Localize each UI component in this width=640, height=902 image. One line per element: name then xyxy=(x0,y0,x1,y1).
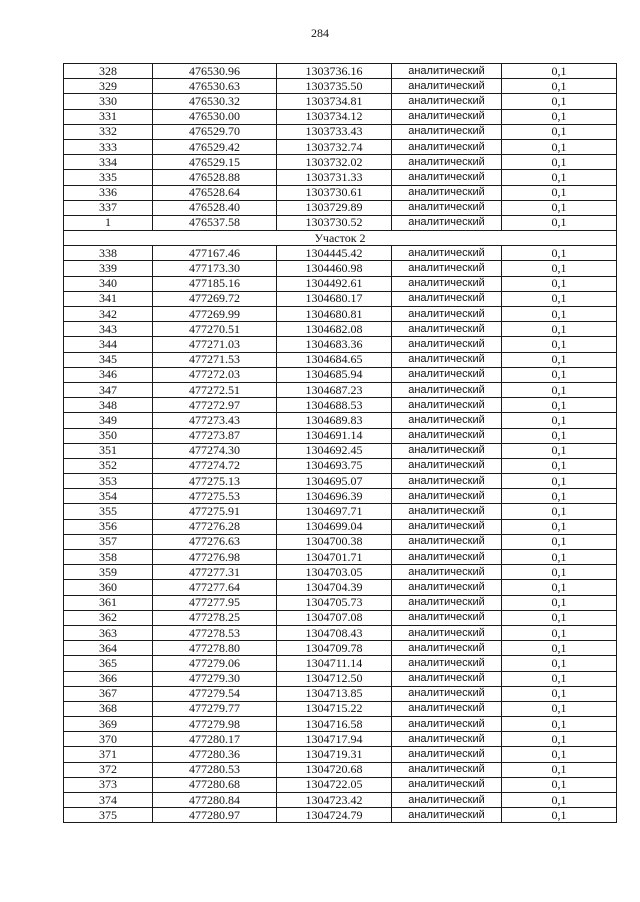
point-number-cell: 333 xyxy=(64,139,153,154)
method-cell: аналитический xyxy=(392,610,502,625)
table-row xyxy=(64,64,617,79)
accuracy-cell: 0,1 xyxy=(502,701,617,716)
accuracy-cell: 0,1 xyxy=(502,337,617,352)
x-coordinate-cell: 477272.51 xyxy=(153,382,277,397)
method-cell: аналитический xyxy=(392,793,502,808)
y-coordinate-cell: 1304683.36 xyxy=(277,337,392,352)
point-number-cell: 373 xyxy=(64,777,153,792)
y-coordinate-cell: 1304691.14 xyxy=(277,428,392,443)
accuracy-cell: 0,1 xyxy=(502,656,617,671)
method-cell: аналитический xyxy=(392,686,502,701)
x-coordinate-cell: 476528.64 xyxy=(153,185,277,200)
y-coordinate-cell: 1304693.75 xyxy=(277,458,392,473)
table-row xyxy=(64,550,617,565)
table-row xyxy=(64,215,617,230)
method-cell: аналитический xyxy=(392,124,502,139)
point-number-cell: 360 xyxy=(64,580,153,595)
y-coordinate-cell: 1304719.31 xyxy=(277,747,392,762)
x-coordinate-cell: 477280.36 xyxy=(153,747,277,762)
point-number-cell: 361 xyxy=(64,595,153,610)
accuracy-cell: 0,1 xyxy=(502,671,617,686)
table-row xyxy=(64,656,617,671)
y-coordinate-cell: 1303735.50 xyxy=(277,79,392,94)
x-coordinate-cell: 477270.51 xyxy=(153,322,277,337)
y-coordinate-cell: 1304723.42 xyxy=(277,793,392,808)
x-coordinate-cell: 476530.96 xyxy=(153,64,277,79)
coordinates-table-body xyxy=(64,64,617,823)
y-coordinate-cell: 1303731.33 xyxy=(277,170,392,185)
page-number: 284 xyxy=(311,26,329,40)
y-coordinate-cell: 1304705.73 xyxy=(277,595,392,610)
y-coordinate-cell: 1303730.52 xyxy=(277,215,392,230)
accuracy-cell: 0,1 xyxy=(502,79,617,94)
table-row xyxy=(64,489,617,504)
point-number-cell: 340 xyxy=(64,276,153,291)
method-cell: аналитический xyxy=(392,762,502,777)
y-coordinate-cell: 1304713.85 xyxy=(277,686,392,701)
accuracy-cell: 0,1 xyxy=(502,443,617,458)
y-coordinate-cell: 1304688.53 xyxy=(277,398,392,413)
point-number-cell: 342 xyxy=(64,307,153,322)
method-cell: аналитический xyxy=(392,534,502,549)
table-row xyxy=(64,124,617,139)
point-number-cell: 353 xyxy=(64,474,153,489)
y-coordinate-cell: 1304460.98 xyxy=(277,261,392,276)
y-coordinate-cell: 1304712.50 xyxy=(277,671,392,686)
y-coordinate-cell: 1303732.74 xyxy=(277,139,392,154)
point-number-cell: 348 xyxy=(64,398,153,413)
y-coordinate-cell: 1304709.78 xyxy=(277,641,392,656)
point-number-cell: 350 xyxy=(64,428,153,443)
x-coordinate-cell: 477277.95 xyxy=(153,595,277,610)
x-coordinate-cell: 477273.43 xyxy=(153,413,277,428)
y-coordinate-cell: 1304717.94 xyxy=(277,732,392,747)
x-coordinate-cell: 477278.53 xyxy=(153,625,277,640)
table-row xyxy=(64,185,617,200)
table-row xyxy=(64,139,617,154)
accuracy-cell: 0,1 xyxy=(502,139,617,154)
y-coordinate-cell: 1304699.04 xyxy=(277,519,392,534)
method-cell: аналитический xyxy=(392,625,502,640)
x-coordinate-cell: 477279.98 xyxy=(153,717,277,732)
method-cell: аналитический xyxy=(392,398,502,413)
method-cell: аналитический xyxy=(392,489,502,504)
section-header-row xyxy=(64,231,617,246)
x-coordinate-cell: 477271.03 xyxy=(153,337,277,352)
method-cell: аналитический xyxy=(392,109,502,124)
point-number-cell: 357 xyxy=(64,534,153,549)
method-cell: аналитический xyxy=(392,200,502,215)
accuracy-cell: 0,1 xyxy=(502,64,617,79)
x-coordinate-cell: 477280.53 xyxy=(153,762,277,777)
y-coordinate-cell: 1304708.43 xyxy=(277,625,392,640)
point-number-cell: 344 xyxy=(64,337,153,352)
accuracy-cell: 0,1 xyxy=(502,732,617,747)
method-cell: аналитический xyxy=(392,64,502,79)
point-number-cell: 368 xyxy=(64,701,153,716)
y-coordinate-cell: 1303732.02 xyxy=(277,155,392,170)
accuracy-cell: 0,1 xyxy=(502,550,617,565)
coordinates-table xyxy=(63,63,617,823)
y-coordinate-cell: 1304703.05 xyxy=(277,565,392,580)
accuracy-cell: 0,1 xyxy=(502,474,617,489)
point-number-cell: 354 xyxy=(64,489,153,504)
table-row xyxy=(64,443,617,458)
y-coordinate-cell: 1304722.05 xyxy=(277,777,392,792)
method-cell: аналитический xyxy=(392,367,502,382)
x-coordinate-cell: 477276.63 xyxy=(153,534,277,549)
x-coordinate-cell: 476537.58 xyxy=(153,215,277,230)
table-row xyxy=(64,732,617,747)
point-number-cell: 329 xyxy=(64,79,153,94)
accuracy-cell: 0,1 xyxy=(502,458,617,473)
accuracy-cell: 0,1 xyxy=(502,565,617,580)
point-number-cell: 355 xyxy=(64,504,153,519)
point-number-cell: 330 xyxy=(64,94,153,109)
x-coordinate-cell: 477279.06 xyxy=(153,656,277,671)
x-coordinate-cell: 477279.77 xyxy=(153,701,277,716)
accuracy-cell: 0,1 xyxy=(502,276,617,291)
point-number-cell: 336 xyxy=(64,185,153,200)
method-cell: аналитический xyxy=(392,94,502,109)
accuracy-cell: 0,1 xyxy=(502,519,617,534)
y-coordinate-cell: 1304724.79 xyxy=(277,808,392,823)
x-coordinate-cell: 477274.30 xyxy=(153,443,277,458)
y-coordinate-cell: 1304682.08 xyxy=(277,322,392,337)
point-number-cell: 352 xyxy=(64,458,153,473)
x-coordinate-cell: 476530.00 xyxy=(153,109,277,124)
table-row xyxy=(64,534,617,549)
method-cell: аналитический xyxy=(392,428,502,443)
x-coordinate-cell: 476529.15 xyxy=(153,155,277,170)
accuracy-cell: 0,1 xyxy=(502,352,617,367)
method-cell: аналитический xyxy=(392,550,502,565)
method-cell: аналитический xyxy=(392,276,502,291)
accuracy-cell: 0,1 xyxy=(502,170,617,185)
y-coordinate-cell: 1304711.14 xyxy=(277,656,392,671)
table-row xyxy=(64,276,617,291)
point-number-cell: 343 xyxy=(64,322,153,337)
x-coordinate-cell: 477280.97 xyxy=(153,808,277,823)
x-coordinate-cell: 476530.32 xyxy=(153,94,277,109)
table-row xyxy=(64,565,617,580)
method-cell: аналитический xyxy=(392,155,502,170)
point-number-cell: 332 xyxy=(64,124,153,139)
table-row xyxy=(64,109,617,124)
method-cell: аналитический xyxy=(392,337,502,352)
y-coordinate-cell: 1303733.43 xyxy=(277,124,392,139)
table-row xyxy=(64,367,617,382)
section-title: Участок 2 xyxy=(64,231,617,246)
y-coordinate-cell: 1304689.83 xyxy=(277,413,392,428)
method-cell: аналитический xyxy=(392,322,502,337)
accuracy-cell: 0,1 xyxy=(502,155,617,170)
point-number-cell: 328 xyxy=(64,64,153,79)
y-coordinate-cell: 1304684.65 xyxy=(277,352,392,367)
table-row xyxy=(64,352,617,367)
table-row xyxy=(64,322,617,337)
table-row xyxy=(64,94,617,109)
method-cell: аналитический xyxy=(392,458,502,473)
table-row xyxy=(64,155,617,170)
x-coordinate-cell: 476528.88 xyxy=(153,170,277,185)
x-coordinate-cell: 477279.54 xyxy=(153,686,277,701)
table-row xyxy=(64,641,617,656)
point-number-cell: 371 xyxy=(64,747,153,762)
point-number-cell: 337 xyxy=(64,200,153,215)
x-coordinate-cell: 477276.98 xyxy=(153,550,277,565)
point-number-cell: 356 xyxy=(64,519,153,534)
x-coordinate-cell: 477272.97 xyxy=(153,398,277,413)
point-number-cell: 338 xyxy=(64,246,153,261)
x-coordinate-cell: 477173.30 xyxy=(153,261,277,276)
method-cell: аналитический xyxy=(392,701,502,716)
accuracy-cell: 0,1 xyxy=(502,580,617,595)
accuracy-cell: 0,1 xyxy=(502,595,617,610)
accuracy-cell: 0,1 xyxy=(502,777,617,792)
accuracy-cell: 0,1 xyxy=(502,686,617,701)
accuracy-cell: 0,1 xyxy=(502,367,617,382)
method-cell: аналитический xyxy=(392,747,502,762)
accuracy-cell: 0,1 xyxy=(502,413,617,428)
x-coordinate-cell: 476529.42 xyxy=(153,139,277,154)
y-coordinate-cell: 1304715.22 xyxy=(277,701,392,716)
accuracy-cell: 0,1 xyxy=(502,124,617,139)
method-cell: аналитический xyxy=(392,246,502,261)
y-coordinate-cell: 1304697.71 xyxy=(277,504,392,519)
point-number-cell: 349 xyxy=(64,413,153,428)
table-row xyxy=(64,474,617,489)
table-row xyxy=(64,610,617,625)
table-row xyxy=(64,382,617,397)
method-cell: аналитический xyxy=(392,641,502,656)
table-row xyxy=(64,307,617,322)
x-coordinate-cell: 477276.28 xyxy=(153,519,277,534)
accuracy-cell: 0,1 xyxy=(502,322,617,337)
x-coordinate-cell: 477185.16 xyxy=(153,276,277,291)
table-row xyxy=(64,246,617,261)
x-coordinate-cell: 477278.25 xyxy=(153,610,277,625)
table-row xyxy=(64,170,617,185)
point-number-cell: 335 xyxy=(64,170,153,185)
method-cell: аналитический xyxy=(392,185,502,200)
table-row xyxy=(64,261,617,276)
accuracy-cell: 0,1 xyxy=(502,246,617,261)
method-cell: аналитический xyxy=(392,580,502,595)
x-coordinate-cell: 477280.84 xyxy=(153,793,277,808)
point-number-cell: 331 xyxy=(64,109,153,124)
accuracy-cell: 0,1 xyxy=(502,534,617,549)
y-coordinate-cell: 1303736.16 xyxy=(277,64,392,79)
x-coordinate-cell: 477167.46 xyxy=(153,246,277,261)
y-coordinate-cell: 1304700.38 xyxy=(277,534,392,549)
x-coordinate-cell: 477275.53 xyxy=(153,489,277,504)
point-number-cell: 367 xyxy=(64,686,153,701)
table-row xyxy=(64,625,617,640)
accuracy-cell: 0,1 xyxy=(502,504,617,519)
y-coordinate-cell: 1304680.17 xyxy=(277,291,392,306)
table-row xyxy=(64,686,617,701)
accuracy-cell: 0,1 xyxy=(502,625,617,640)
y-coordinate-cell: 1304696.39 xyxy=(277,489,392,504)
method-cell: аналитический xyxy=(392,595,502,610)
point-number-cell: 370 xyxy=(64,732,153,747)
x-coordinate-cell: 477272.03 xyxy=(153,367,277,382)
table-row xyxy=(64,458,617,473)
x-coordinate-cell: 477279.30 xyxy=(153,671,277,686)
table-row xyxy=(64,413,617,428)
method-cell: аналитический xyxy=(392,382,502,397)
point-number-cell: 1 xyxy=(64,215,153,230)
table-row xyxy=(64,398,617,413)
x-coordinate-cell: 477280.68 xyxy=(153,777,277,792)
y-coordinate-cell: 1304680.81 xyxy=(277,307,392,322)
table-row xyxy=(64,717,617,732)
table-row xyxy=(64,777,617,792)
point-number-cell: 345 xyxy=(64,352,153,367)
table-row xyxy=(64,79,617,94)
x-coordinate-cell: 476529.70 xyxy=(153,124,277,139)
point-number-cell: 359 xyxy=(64,565,153,580)
method-cell: аналитический xyxy=(392,656,502,671)
point-number-cell: 364 xyxy=(64,641,153,656)
accuracy-cell: 0,1 xyxy=(502,641,617,656)
y-coordinate-cell: 1304687.23 xyxy=(277,382,392,397)
point-number-cell: 341 xyxy=(64,291,153,306)
point-number-cell: 374 xyxy=(64,793,153,808)
x-coordinate-cell: 476530.63 xyxy=(153,79,277,94)
x-coordinate-cell: 477274.72 xyxy=(153,458,277,473)
point-number-cell: 339 xyxy=(64,261,153,276)
accuracy-cell: 0,1 xyxy=(502,185,617,200)
table-row xyxy=(64,200,617,215)
method-cell: аналитический xyxy=(392,413,502,428)
y-coordinate-cell: 1303730.61 xyxy=(277,185,392,200)
method-cell: аналитический xyxy=(392,170,502,185)
table-row xyxy=(64,808,617,823)
x-coordinate-cell: 477269.99 xyxy=(153,307,277,322)
y-coordinate-cell: 1304685.94 xyxy=(277,367,392,382)
table-row xyxy=(64,595,617,610)
y-coordinate-cell: 1304716.58 xyxy=(277,717,392,732)
method-cell: аналитический xyxy=(392,732,502,747)
method-cell: аналитический xyxy=(392,504,502,519)
y-coordinate-cell: 1304692.45 xyxy=(277,443,392,458)
accuracy-cell: 0,1 xyxy=(502,747,617,762)
x-coordinate-cell: 477280.17 xyxy=(153,732,277,747)
y-coordinate-cell: 1304720.68 xyxy=(277,762,392,777)
x-coordinate-cell: 477275.13 xyxy=(153,474,277,489)
accuracy-cell: 0,1 xyxy=(502,307,617,322)
method-cell: аналитический xyxy=(392,519,502,534)
point-number-cell: 365 xyxy=(64,656,153,671)
method-cell: аналитический xyxy=(392,777,502,792)
table-row xyxy=(64,762,617,777)
table-row xyxy=(64,519,617,534)
point-number-cell: 346 xyxy=(64,367,153,382)
table-row xyxy=(64,428,617,443)
table-row xyxy=(64,291,617,306)
accuracy-cell: 0,1 xyxy=(502,793,617,808)
accuracy-cell: 0,1 xyxy=(502,610,617,625)
accuracy-cell: 0,1 xyxy=(502,215,617,230)
accuracy-cell: 0,1 xyxy=(502,717,617,732)
x-coordinate-cell: 477269.72 xyxy=(153,291,277,306)
x-coordinate-cell: 477271.53 xyxy=(153,352,277,367)
method-cell: аналитический xyxy=(392,443,502,458)
y-coordinate-cell: 1304701.71 xyxy=(277,550,392,565)
table-row xyxy=(64,580,617,595)
method-cell: аналитический xyxy=(392,291,502,306)
table-row xyxy=(64,793,617,808)
x-coordinate-cell: 477277.31 xyxy=(153,565,277,580)
accuracy-cell: 0,1 xyxy=(502,382,617,397)
accuracy-cell: 0,1 xyxy=(502,261,617,276)
point-number-cell: 347 xyxy=(64,382,153,397)
point-number-cell: 372 xyxy=(64,762,153,777)
y-coordinate-cell: 1303729.89 xyxy=(277,200,392,215)
method-cell: аналитический xyxy=(392,139,502,154)
y-coordinate-cell: 1304445.42 xyxy=(277,246,392,261)
method-cell: аналитический xyxy=(392,808,502,823)
x-coordinate-cell: 477275.91 xyxy=(153,504,277,519)
table-row xyxy=(64,747,617,762)
y-coordinate-cell: 1304492.61 xyxy=(277,276,392,291)
y-coordinate-cell: 1304707.08 xyxy=(277,610,392,625)
point-number-cell: 363 xyxy=(64,625,153,640)
accuracy-cell: 0,1 xyxy=(502,489,617,504)
method-cell: аналитический xyxy=(392,79,502,94)
x-coordinate-cell: 477273.87 xyxy=(153,428,277,443)
method-cell: аналитический xyxy=(392,474,502,489)
accuracy-cell: 0,1 xyxy=(502,109,617,124)
method-cell: аналитический xyxy=(392,352,502,367)
y-coordinate-cell: 1303734.12 xyxy=(277,109,392,124)
table-row xyxy=(64,504,617,519)
point-number-cell: 362 xyxy=(64,610,153,625)
method-cell: аналитический xyxy=(392,565,502,580)
table-row xyxy=(64,671,617,686)
accuracy-cell: 0,1 xyxy=(502,200,617,215)
x-coordinate-cell: 476528.40 xyxy=(153,200,277,215)
x-coordinate-cell: 477277.64 xyxy=(153,580,277,595)
method-cell: аналитический xyxy=(392,261,502,276)
accuracy-cell: 0,1 xyxy=(502,428,617,443)
table-row xyxy=(64,337,617,352)
accuracy-cell: 0,1 xyxy=(502,808,617,823)
method-cell: аналитический xyxy=(392,717,502,732)
point-number-cell: 358 xyxy=(64,550,153,565)
method-cell: аналитический xyxy=(392,671,502,686)
point-number-cell: 375 xyxy=(64,808,153,823)
point-number-cell: 366 xyxy=(64,671,153,686)
method-cell: аналитический xyxy=(392,215,502,230)
accuracy-cell: 0,1 xyxy=(502,291,617,306)
table-row xyxy=(64,701,617,716)
y-coordinate-cell: 1304695.07 xyxy=(277,474,392,489)
y-coordinate-cell: 1303734.81 xyxy=(277,94,392,109)
y-coordinate-cell: 1304704.39 xyxy=(277,580,392,595)
accuracy-cell: 0,1 xyxy=(502,398,617,413)
accuracy-cell: 0,1 xyxy=(502,94,617,109)
point-number-cell: 351 xyxy=(64,443,153,458)
x-coordinate-cell: 477278.80 xyxy=(153,641,277,656)
method-cell: аналитический xyxy=(392,307,502,322)
point-number-cell: 334 xyxy=(64,155,153,170)
accuracy-cell: 0,1 xyxy=(502,762,617,777)
point-number-cell: 369 xyxy=(64,717,153,732)
